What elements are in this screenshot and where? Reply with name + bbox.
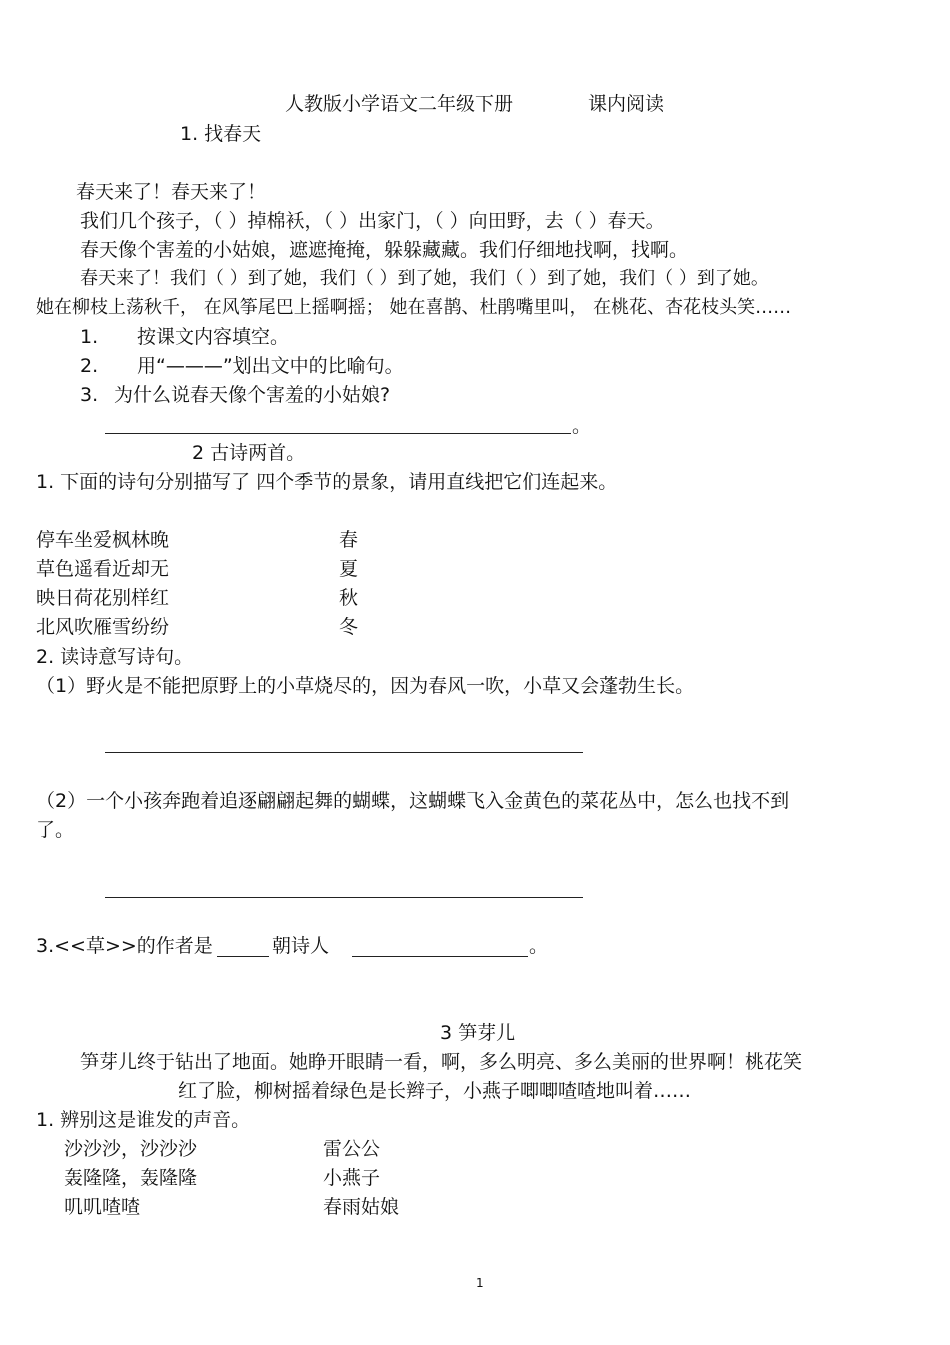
lesson1-question-text: 按课文内容填空。 bbox=[137, 326, 290, 348]
poem-line: 草色遥看近却无 bbox=[36, 558, 170, 580]
answer-blank-dynasty[interactable] bbox=[217, 956, 269, 957]
source-item: 小燕子 bbox=[323, 1167, 381, 1189]
lesson2-item: 了。 bbox=[36, 819, 75, 841]
lesson3-passage-line: 红了脸，柳树摇着绿色是长辫子，小燕子唧唧喳喳地叫着…… bbox=[178, 1080, 692, 1102]
sound-item: 叽叽喳喳 bbox=[64, 1196, 141, 1218]
lesson2-question: 2. 读诗意写诗句。 bbox=[36, 646, 194, 668]
answer-end-mark: 。 bbox=[529, 935, 549, 957]
answer-blank-poet[interactable] bbox=[352, 956, 528, 957]
season-label: 春 bbox=[339, 529, 359, 551]
answer-line[interactable] bbox=[105, 897, 583, 898]
lesson2-question: 朝诗人 bbox=[272, 935, 330, 957]
lesson3-heading: 3 笋芽儿 bbox=[440, 1022, 516, 1044]
lesson2-item: （1）野火是不能把原野上的小草烧尽的，因为春风一吹，小草又会蓬勃生长。 bbox=[36, 675, 695, 697]
sound-item: 沙沙沙，沙沙沙 bbox=[64, 1138, 198, 1160]
poem-line: 映日荷花别样红 bbox=[36, 587, 170, 609]
lesson1-passage-line: 我们几个孩子，（ ）掉棉袄，（ ）出家门，（ ）向田野，去（ ）春天。 bbox=[80, 210, 665, 232]
lesson1-passage-line: 春天来了！春天来了！ bbox=[76, 181, 267, 203]
lesson1-question-text: 为什么说春天像个害羞的小姑娘? bbox=[114, 384, 391, 406]
lesson1-question-text: 用“———”划出文中的比喻句。 bbox=[137, 355, 404, 377]
lesson1-heading: 1. 找春天 bbox=[180, 123, 262, 145]
sound-item: 轰隆隆，轰隆隆 bbox=[64, 1167, 198, 1189]
page-number: 1 bbox=[476, 1276, 484, 1290]
lesson2-heading: 2 古诗两首。 bbox=[192, 442, 306, 464]
season-label: 秋 bbox=[339, 587, 359, 609]
lesson2-item: （2）一个小孩奔跑着追逐翩翩起舞的蝴蝶，这蝴蝶飞入金黄色的菜花丛中，怎么也找不到 bbox=[36, 790, 790, 812]
lesson1-passage-line: 春天来了！我们（ ）到了她，我们（ ）到了她，我们（ ）到了她，我们（ ）到了她。 bbox=[80, 268, 769, 289]
poem-line: 北风吹雁雪纷纷 bbox=[36, 616, 170, 638]
lesson1-question-number: 3. bbox=[80, 384, 99, 406]
lesson3-passage-line: 笋芽儿终于钻出了地面。她睁开眼睛一看，啊，多么明亮、多么美丽的世界啊！桃花笑 bbox=[80, 1051, 803, 1073]
lesson1-question-number: 2. bbox=[80, 355, 99, 377]
lesson1-passage-line: 春天像个害羞的小姑娘，遮遮掩掩，躲躲藏藏。我们仔细地找啊，找啊。 bbox=[80, 239, 689, 261]
document-title: 人教版小学语文二年级下册 bbox=[285, 93, 514, 115]
source-item: 春雨姑娘 bbox=[323, 1196, 400, 1218]
lesson2-question: 1. 下面的诗句分别描写了 四个季节的景象，请用直线把它们连起来。 bbox=[36, 471, 618, 493]
lesson2-question: 3.<<草>>的作者是 bbox=[36, 935, 213, 957]
season-label: 冬 bbox=[339, 616, 359, 638]
lesson1-passage-line: 她在柳枝上荡秋千， 在风筝尾巴上摇啊摇； 她在喜鹊、杜鹃嘴里叫， 在桃花、杏花枝头笑…… bbox=[36, 297, 792, 318]
document-subtitle: 课内阅读 bbox=[588, 93, 665, 115]
source-item: 雷公公 bbox=[323, 1138, 381, 1160]
answer-line[interactable] bbox=[105, 433, 571, 434]
poem-line: 停车坐爱枫林晚 bbox=[36, 529, 170, 551]
answer-end-mark: 。 bbox=[572, 415, 592, 437]
season-label: 夏 bbox=[339, 558, 359, 580]
lesson3-question: 1. 辨别这是谁发的声音。 bbox=[36, 1109, 251, 1131]
answer-line[interactable] bbox=[105, 752, 583, 753]
lesson1-question-number: 1. bbox=[80, 326, 99, 348]
